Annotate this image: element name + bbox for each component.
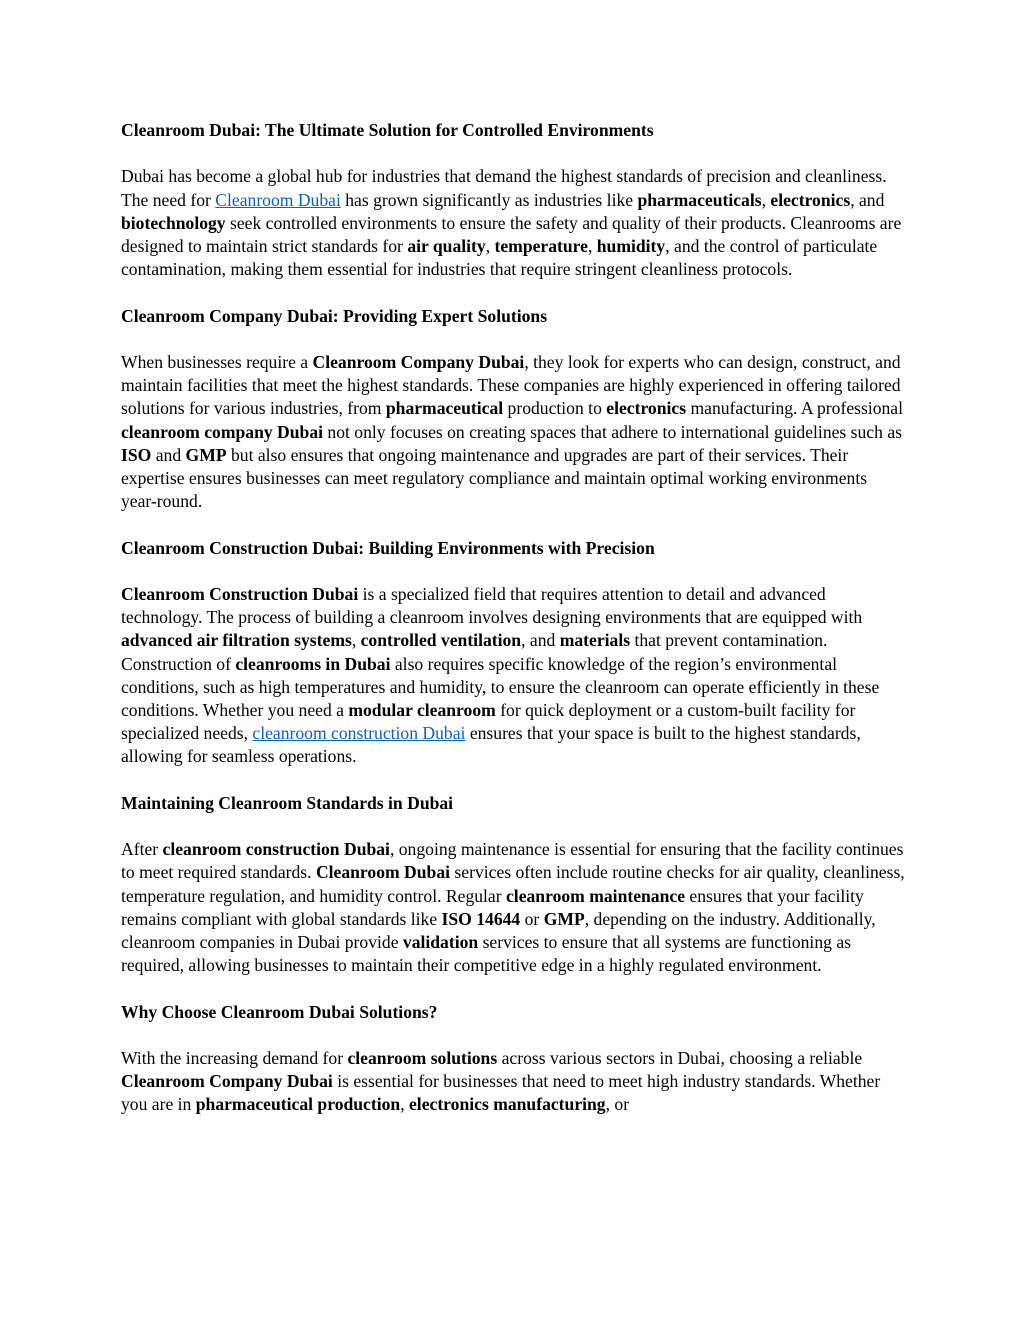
text-run: seek controlled environments to ensure the safety and quality of their products. Cleanrooms are designed to maintain strict standards for <box>121 212 902 256</box>
bold-term: humidity <box>596 236 666 256</box>
inline-link[interactable]: Cleanroom Dubai <box>215 189 341 210</box>
bold-term: modular cleanroom <box>348 700 496 720</box>
text-run: is essential for businesses that need to meet high industry standards. Whether you are in <box>121 1071 881 1115</box>
text-run: , and <box>521 630 560 651</box>
bold-term: cleanroom company Dubai <box>121 421 324 442</box>
text-run: is a specialized field that requires attention to detail and advanced technology. The process of building a cleanroom involves designing environments that are equipped with <box>121 583 863 628</box>
text-run: , or <box>605 1094 630 1115</box>
section-paragraph <box>121 583 905 769</box>
bold-term: pharmaceutical <box>385 398 504 419</box>
text-run: , ongoing maintenance is essential for ensuring that the facility continues to meet required standards. <box>121 839 904 883</box>
bold-term: pharmaceutical production <box>195 1094 401 1115</box>
text-run: , <box>351 630 361 651</box>
text-run: ensures that your facility remains compliant with global standards like <box>121 885 864 929</box>
section-paragraph <box>121 838 905 977</box>
document-page <box>121 119 905 1117</box>
text-run: services often include routine checks for air quality, cleanliness, temperature regulation, and humidity control. Regular <box>121 862 905 906</box>
section-heading: Cleanroom Dubai: The Ultimate Solution for Controlled Environments <box>121 120 654 140</box>
bold-term: validation <box>402 932 479 952</box>
section-paragraph <box>121 165 905 281</box>
text-run: services to ensure that all systems are functioning as required, allowing businesses to maintain their competitive edge in a highly regulated environment. <box>121 932 851 976</box>
text-run: that prevent contamination. Construction of <box>121 630 828 674</box>
text-run: has grown significantly as industries like <box>340 189 638 210</box>
text-run: , and the control of particulate contamination, making them essential for industries that require stringent cleanliness protocols. <box>121 236 878 280</box>
bold-term: biotechnology <box>121 212 226 233</box>
text-run: , <box>587 236 597 256</box>
text-run: production to <box>503 398 607 419</box>
section-heading: Maintaining Cleanroom Standards in Dubai <box>121 792 454 813</box>
bold-term: controlled ventilation <box>360 630 522 651</box>
bold-term: electronics manufacturing <box>409 1094 606 1115</box>
text-run: or <box>520 908 544 929</box>
bold-term: cleanroom maintenance <box>506 885 686 906</box>
bold-term: ISO 14644 <box>441 908 521 929</box>
inline-link[interactable]: cleanroom construction Dubai <box>252 723 466 744</box>
bold-term: electronics <box>770 189 851 210</box>
text-run: , <box>485 236 495 256</box>
section <box>121 119 905 305</box>
section-heading: Why Choose Cleanroom Dubai Solutions? <box>121 1001 438 1022</box>
text-run: When businesses require a <box>121 351 313 372</box>
bold-term: ISO <box>121 444 152 465</box>
text-run: After <box>121 839 163 860</box>
text-run: but also ensures that ongoing maintenance and upgrades are part of their services. Their expertise ensures businesses can meet regulatory compliance and maintain optimal working environments year-round. <box>121 444 868 512</box>
section-paragraph <box>121 351 905 513</box>
section-paragraph <box>121 1047 905 1117</box>
section <box>121 305 905 537</box>
bold-term: pharmaceuticals <box>637 189 762 210</box>
text-run: , they look for experts who can design, construct, and maintain facilities that meet the highest standards. These companies are highly experienced in offering tailored solutions for various industries, from <box>121 351 901 419</box>
text-run: With the increasing demand for <box>121 1047 348 1068</box>
bold-term: air quality <box>407 236 486 256</box>
text-run: , and <box>850 189 885 210</box>
text-run: manufacturing. A professional <box>686 398 904 419</box>
bold-term: cleanroom construction Dubai <box>162 839 390 860</box>
bold-term: GMP <box>185 444 227 465</box>
bold-term: Cleanroom Company Dubai <box>121 1071 333 1092</box>
bold-term: advanced air filtration systems <box>121 630 352 651</box>
bold-term: cleanroom solutions <box>347 1047 498 1068</box>
text-run: ensures that your space is built to the highest standards, allowing for seamless operations. <box>121 723 861 767</box>
text-run: , depending on the industry. Additionally, cleanroom companies in Dubai provide <box>121 908 876 952</box>
text-run: and <box>151 444 186 465</box>
text-run: for quick deployment or a custom-built facility for specialized needs, <box>121 700 856 744</box>
text-run: across various sectors in Dubai, choosing a reliable <box>497 1047 863 1068</box>
bold-term: electronics <box>606 398 687 419</box>
text-run: Dubai has become a global hub for industries that demand the highest standards of precision and cleanliness. The need for <box>121 166 887 210</box>
bold-term: Cleanroom Construction Dubai <box>121 583 359 604</box>
bold-term: Cleanroom Company Dubai <box>312 351 525 372</box>
section <box>121 792 905 1001</box>
text-run: also requires specific knowledge of the region’s environmental conditions, such as high temperatures and humidity, to ensure the cleanroom can operate efficiently in these conditions. Whether you need a <box>121 653 880 720</box>
bold-term: GMP <box>543 908 585 929</box>
section <box>121 1001 905 1117</box>
bold-term: materials <box>559 630 631 651</box>
bold-term: cleanrooms in Dubai <box>235 653 391 674</box>
section-heading: Cleanroom Company Dubai: Providing Expert Solutions <box>121 305 548 326</box>
text-run: , <box>761 189 771 210</box>
bold-term: Cleanroom Dubai <box>315 862 451 883</box>
text-run: not only focuses on creating spaces that adhere to international guidelines such as <box>323 421 902 442</box>
text-run: , <box>400 1094 409 1115</box>
section-heading: Cleanroom Construction Dubai: Building Environments with Precision <box>121 537 655 558</box>
bold-term: temperature <box>494 236 588 256</box>
section <box>121 537 905 792</box>
